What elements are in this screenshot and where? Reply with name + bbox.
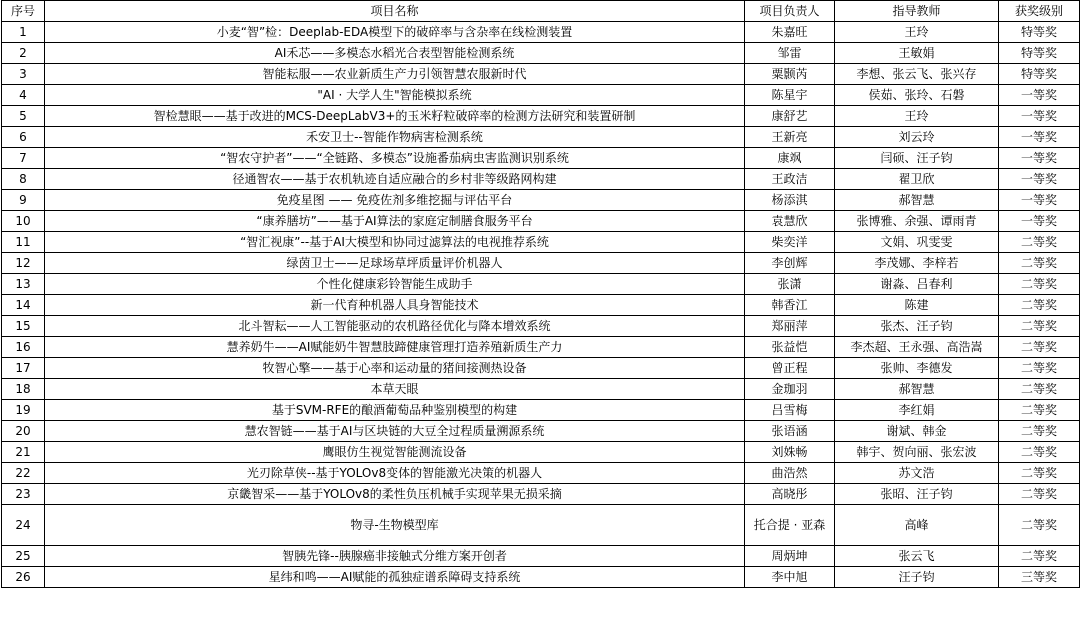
cell-leader: 张潇 [745,274,835,295]
cell-no: 9 [2,190,45,211]
cell-leader: 韩香江 [745,295,835,316]
cell-project-name: 北斗智耘——人工智能驱动的农机路径优化与降本增效系统 [45,316,745,337]
cell-award: 二等奖 [999,505,1080,546]
cell-award: 二等奖 [999,442,1080,463]
cell-project-name: 京畿智采——基于YOLOv8的柔性负压机械手实现苹果无损采摘 [45,484,745,505]
cell-advisor: 陈建 [835,295,999,316]
cell-award: 二等奖 [999,253,1080,274]
table-row [2,295,1080,316]
cell-no: 17 [2,358,45,379]
cell-no: 11 [2,232,45,253]
cell-no: 1 [2,22,45,43]
cell-no: 23 [2,484,45,505]
cell-leader: 郑丽萍 [745,316,835,337]
cell-leader: 邹雷 [745,43,835,64]
header-leader: 项目负责人 [745,1,835,22]
table-row [2,190,1080,211]
cell-advisor: 韩宇、贺向丽、张宏波 [835,442,999,463]
cell-award: 一等奖 [999,127,1080,148]
header-no: 序号 [2,1,45,22]
cell-award: 二等奖 [999,400,1080,421]
cell-leader: 张语涵 [745,421,835,442]
cell-project-name: 慧农智链——基于AI与区块链的大豆全过程质量溯源系统 [45,421,745,442]
table-row [2,505,1080,546]
cell-award: 特等奖 [999,43,1080,64]
cell-award: 二等奖 [999,484,1080,505]
cell-advisor: 谢斌、韩金 [835,421,999,442]
cell-project-name: 智能耘服——农业新质生产力引领智慧农服新时代 [45,64,745,85]
cell-leader: 刘姝畅 [745,442,835,463]
cell-advisor: 张云飞 [835,546,999,567]
cell-no: 3 [2,64,45,85]
table-row [2,442,1080,463]
cell-project-name: “智农守护者”——“全链路、多模态”设施番茄病虫害监测识别系统 [45,148,745,169]
cell-leader: 王政洁 [745,169,835,190]
table-row [2,421,1080,442]
header-project-name: 项目名称 [45,1,745,22]
cell-award: 一等奖 [999,169,1080,190]
cell-no: 5 [2,106,45,127]
cell-project-name: 光刃除草侠--基于YOLOv8变体的智能激光决策的机器人 [45,463,745,484]
cell-advisor: 郝智慧 [835,379,999,400]
cell-leader: 周炳坤 [745,546,835,567]
cell-no: 8 [2,169,45,190]
cell-advisor: 李想、张云飞、张兴存 [835,64,999,85]
cell-project-name: 免疫星图 —— 免疫佐剂多维挖掘与评估平台 [45,190,745,211]
cell-project-name: “智汇视康”--基于AI大模型和协同过滤算法的电视推荐系统 [45,232,745,253]
header-award: 获奖级别 [999,1,1080,22]
cell-advisor: 谢淼、吕春利 [835,274,999,295]
table-row [2,463,1080,484]
cell-leader: 李中旭 [745,567,835,588]
cell-leader: 陈星宇 [745,85,835,106]
cell-leader: 吕雪梅 [745,400,835,421]
cell-no: 16 [2,337,45,358]
cell-project-name: 基于SVM-RFE的酿酒葡萄品种鉴别模型的构建 [45,400,745,421]
cell-advisor: 文娟、巩雯雯 [835,232,999,253]
table-row [2,211,1080,232]
cell-no: 10 [2,211,45,232]
header-advisor: 指导教师 [835,1,999,22]
cell-no: 12 [2,253,45,274]
cell-leader: 康飒 [745,148,835,169]
cell-leader: 王新亮 [745,127,835,148]
cell-project-name: 物寻-生物模型库 [45,505,745,546]
cell-leader: 李创辉 [745,253,835,274]
cell-project-name: 个性化健康彩铃智能生成助手 [45,274,745,295]
cell-leader: 柴奕洋 [745,232,835,253]
cell-project-name: 径通智农——基于农机轨迹自适应融合的乡村非等级路网构建 [45,169,745,190]
cell-project-name: “康养膳坊”——基于AI算法的家庭定制膳食服务平台 [45,211,745,232]
cell-project-name: 智胰先锋--胰腺癌非接触式分维方案开创者 [45,546,745,567]
cell-leader: 张益恺 [745,337,835,358]
cell-advisor: 张帅、李德发 [835,358,999,379]
cell-award: 二等奖 [999,463,1080,484]
cell-advisor: 张博雅、余强、谭雨青 [835,211,999,232]
cell-award: 二等奖 [999,421,1080,442]
cell-award: 二等奖 [999,295,1080,316]
cell-advisor: 李红娟 [835,400,999,421]
cell-leader: 杨添淇 [745,190,835,211]
cell-award: 二等奖 [999,316,1080,337]
cell-award: 特等奖 [999,64,1080,85]
cell-project-name: 本草天眼 [45,379,745,400]
cell-project-name: 小麦“智”检：Deeplab-EDA模型下的破碎率与含杂率在线检测装置 [45,22,745,43]
cell-award: 二等奖 [999,379,1080,400]
cell-no: 21 [2,442,45,463]
cell-award: 一等奖 [999,148,1080,169]
cell-project-name: 新一代育种机器人具身智能技术 [45,295,745,316]
cell-project-name: 鹰眼仿生视觉智能测流设备 [45,442,745,463]
cell-award: 二等奖 [999,358,1080,379]
table-row [2,253,1080,274]
table-row [2,85,1080,106]
cell-advisor: 闫硕、汪子钧 [835,148,999,169]
cell-award: 特等奖 [999,22,1080,43]
cell-advisor: 翟卫欣 [835,169,999,190]
header-row [2,1,1080,22]
cell-leader: 高晓彤 [745,484,835,505]
cell-no: 2 [2,43,45,64]
cell-leader: 曾正程 [745,358,835,379]
cell-award: 二等奖 [999,337,1080,358]
cell-advisor: 李杰超、王永强、高浩嵩 [835,337,999,358]
cell-no: 6 [2,127,45,148]
cell-advisor: 张昭、汪子钧 [835,484,999,505]
cell-project-name: 禾安卫士--智能作物病害检测系统 [45,127,745,148]
table-row [2,106,1080,127]
table-row [2,22,1080,43]
cell-award: 一等奖 [999,211,1080,232]
table-row [2,484,1080,505]
cell-leader: 曲浩然 [745,463,835,484]
cell-leader: 袁慧欣 [745,211,835,232]
cell-award: 二等奖 [999,546,1080,567]
cell-advisor: 苏文浩 [835,463,999,484]
cell-advisor: 侯茹、张玲、石磐 [835,85,999,106]
cell-no: 26 [2,567,45,588]
cell-project-name: 牧智心擎——基于心率和运动量的猪间接测热设备 [45,358,745,379]
cell-no: 19 [2,400,45,421]
table-row [2,43,1080,64]
cell-award: 三等奖 [999,567,1080,588]
table-row [2,546,1080,567]
table-row [2,400,1080,421]
cell-project-name: 慧养奶牛——AI赋能奶牛智慧肢蹄健康管理打造养殖新质生产力 [45,337,745,358]
cell-award: 二等奖 [999,232,1080,253]
cell-award: 一等奖 [999,190,1080,211]
cell-leader: 托合提 · 亚森 [745,505,835,546]
cell-advisor: 王玲 [835,22,999,43]
cell-no: 14 [2,295,45,316]
table-row [2,232,1080,253]
table-row [2,567,1080,588]
cell-no: 15 [2,316,45,337]
cell-no: 20 [2,421,45,442]
table-row [2,274,1080,295]
cell-leader: 康舒艺 [745,106,835,127]
cell-award: 一等奖 [999,85,1080,106]
cell-no: 13 [2,274,45,295]
award-table [1,0,1080,588]
cell-leader: 粟颢芮 [745,64,835,85]
cell-advisor: 汪子钧 [835,567,999,588]
table-row [2,379,1080,400]
cell-no: 22 [2,463,45,484]
cell-no: 18 [2,379,45,400]
cell-leader: 金珈羽 [745,379,835,400]
table-row [2,316,1080,337]
cell-advisor: 李茂娜、李梓若 [835,253,999,274]
table-row [2,358,1080,379]
table-row [2,169,1080,190]
table-row [2,337,1080,358]
cell-project-name: 星纬和鸣——AI赋能的孤独症谱系障碍支持系统 [45,567,745,588]
cell-no: 7 [2,148,45,169]
cell-project-name: "AI · 大学人生"智能模拟系统 [45,85,745,106]
cell-project-name: AI禾芯——多模态水稻光合表型智能检测系统 [45,43,745,64]
cell-project-name: 绿茵卫士——足球场草坪质量评价机器人 [45,253,745,274]
cell-leader: 朱嘉旺 [745,22,835,43]
cell-advisor: 刘云玲 [835,127,999,148]
cell-advisor: 张杰、汪子钧 [835,316,999,337]
cell-no: 25 [2,546,45,567]
table-row [2,64,1080,85]
cell-no: 4 [2,85,45,106]
cell-award: 二等奖 [999,274,1080,295]
table-row [2,148,1080,169]
cell-advisor: 郝智慧 [835,190,999,211]
cell-advisor: 高峰 [835,505,999,546]
cell-no: 24 [2,505,45,546]
cell-project-name: 智检慧眼——基于改进的MCS-DeepLabV3+的玉米籽粒破碎率的检测方法研究和装置研制 [45,106,745,127]
table-row [2,127,1080,148]
table-body [2,22,1080,588]
cell-award: 一等奖 [999,106,1080,127]
cell-advisor: 王敏娟 [835,43,999,64]
cell-advisor: 王玲 [835,106,999,127]
